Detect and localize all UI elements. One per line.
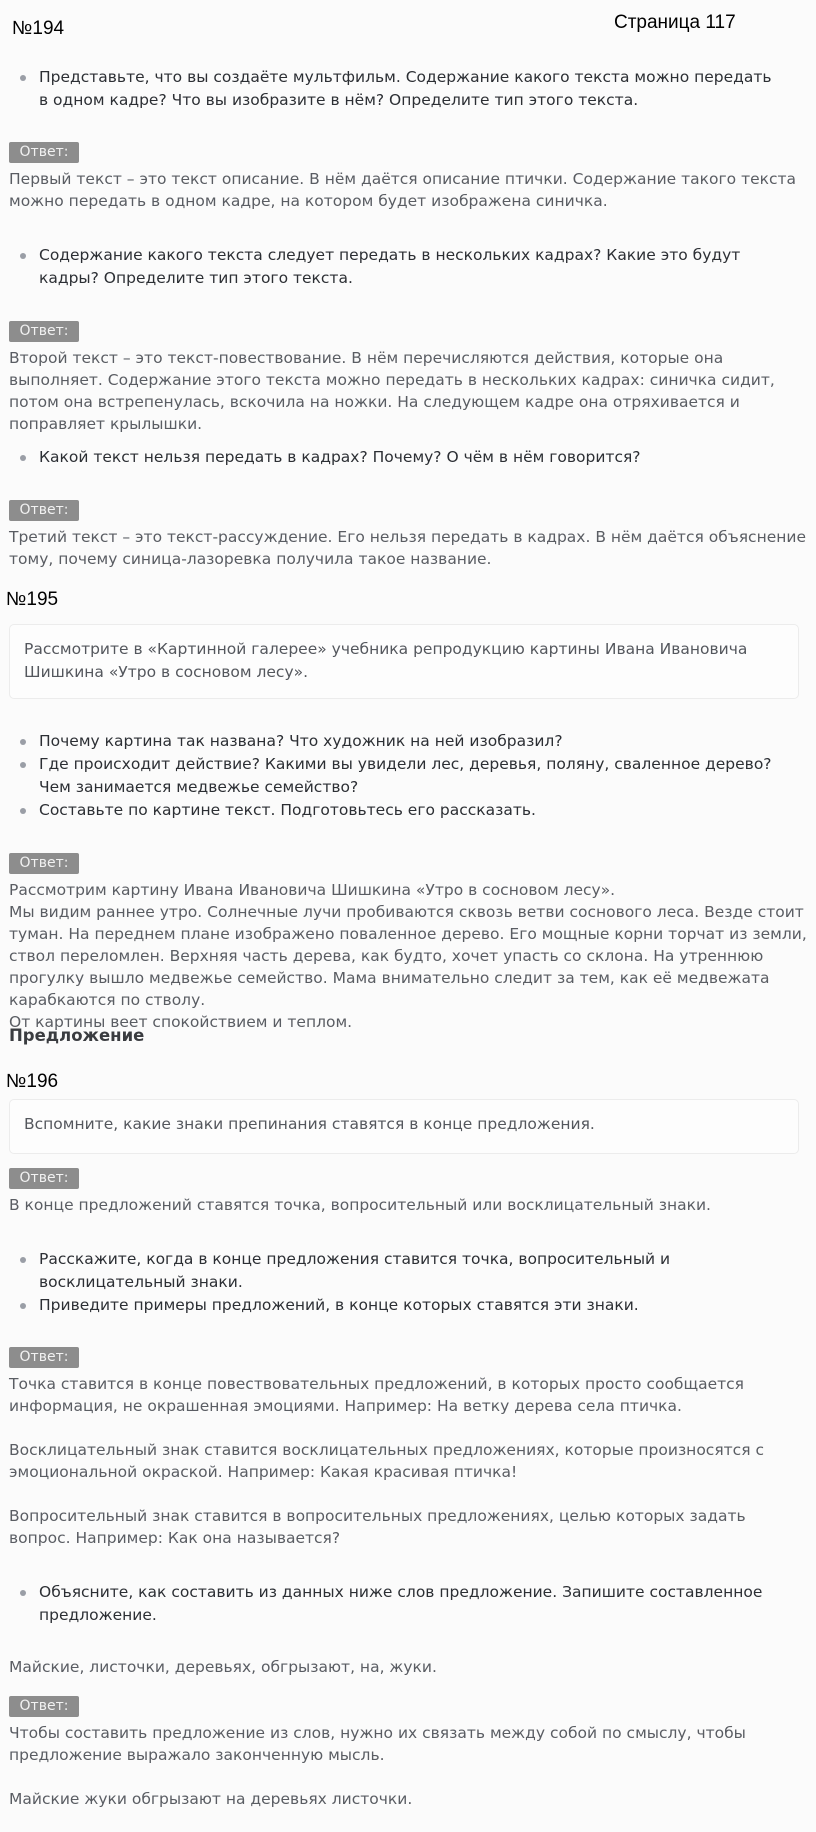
question-item: Почему картина так названа? Что художник на ней изобразил?: [9, 730, 779, 753]
question-list: [9, 66, 779, 112]
word-list: Майские, листочки, деревьях, обгрызают, на, жуки.: [9, 1658, 437, 1676]
answer-paragraph: Майские жуки обгрызают на деревьях листочки.: [9, 1790, 413, 1808]
exercise-number-194: №194: [12, 18, 65, 39]
exercise-number-196: №196: [6, 1071, 59, 1092]
answer-badge: Ответ:: [9, 1696, 79, 1717]
answer-paragraph: Второй текст – это текст-повествование. В нём перечисляются действия, которые она выполняет. Содержание этого текста можно передать в нескольких кадрах: синичка сидит, потом она встрепенулась, вскочила на ножки. На следующем кадре она отряхивается и поправляет крылышки.: [9, 349, 775, 433]
question-item: Какой текст нельзя передать в кадрах? Почему? О чём в нём говорится?: [9, 446, 779, 469]
answer-paragraph: Чтобы составить предложение из слов, нужно их связать между собой по смыслу, чтобы предложение выражало законченную мысль.: [9, 1724, 746, 1764]
page-label: Страница 117: [614, 12, 736, 33]
question-item: Приведите примеры предложений, в конце которых ставятся эти знаки.: [9, 1294, 779, 1317]
answer-text: [9, 1194, 809, 1216]
question-list: [9, 446, 779, 469]
answer-paragraph: Мы видим раннее утро. Солнечные лучи пробиваются сквозь ветви соснового леса. Везде стоит туман. На переднем плане изображено поваленное дерево. Его мощные корни торчат из земли, ствол переломлен. Верхняя часть дерева, как будто, хочет упасть со склона. На утреннюю прогулку вышло медвежье семейство. Мама внимательно следит за тем, как её медвежата карабкаются по стволу.: [9, 903, 807, 1009]
answer-badge: Ответ:: [9, 500, 79, 521]
answer-paragraph: Восклицательный знак ставится восклицательных предложениях, которые произносятся с эмоциональной окраской. Например: Какая красивая птичка!: [9, 1441, 764, 1481]
answer-paragraph: Рассмотрим картину Ивана Ивановича Шишкина «Утро в сосновом лесу».: [9, 881, 616, 899]
answer-paragraph: Первый текст – это текст описание. В нём даётся описание птички. Содержание такого текста можно передать в одном кадре, на котором будет изображена синичка.: [9, 170, 797, 210]
question-item: Объясните, как составить из данных ниже слов предложение. Запишите составленное предложение.: [9, 1581, 779, 1627]
answer-badge: Ответ:: [9, 321, 79, 342]
question-item: Где происходит действие? Какими вы увидели лес, деревья, поляну, сваленное дерево? Чем занимается медвежье семейство?: [9, 753, 779, 799]
exercise-number-195: №195: [6, 589, 59, 610]
question-item: Представьте, что вы создаёте мультфильм. Содержание какого текста можно передать в одном кадре? Что вы изобразите в нём? Определите тип этого текста.: [9, 66, 779, 112]
answer-paragraph: Вопросительный знак ставится в вопросительных предложениях, целью которых задать вопрос. Например: Как она называется?: [9, 1507, 746, 1547]
question-list: [9, 1248, 779, 1317]
answer-text: [9, 526, 809, 570]
answer-text: [9, 347, 809, 435]
answer-paragraph: Третий текст – это текст-рассуждение. Его нельзя передать в кадрах. В нём даётся объяснение тому, почему синица-лазоревка получила такое название.: [9, 528, 806, 568]
question-list: [9, 1581, 779, 1627]
answer-text: [9, 1373, 809, 1549]
question-item: Составьте по картине текст. Подготовьтесь его рассказать.: [9, 799, 779, 822]
answer-text: [9, 1722, 809, 1810]
answer-paragraph: От картины веет спокойствием и теплом.: [9, 1013, 353, 1031]
task-box: [9, 1099, 799, 1154]
answer-paragraph: Точка ставится в конце повествовательных предложений, в которых просто сообщается информация, не окрашенная эмоциями. Например: На ветку дерева села птичка.: [9, 1375, 745, 1415]
answer-text: [9, 168, 809, 212]
task-text: Вспомните, какие знаки препинания ставятся в конце предложения.: [24, 1115, 595, 1133]
question-item: Содержание какого текста следует передать в нескольких кадрах? Какие это будут кадры? Определите тип этого текста.: [9, 244, 779, 290]
task-text: Рассмотрите в «Картинной галерее» учебника репродукцию картины Ивана Ивановича Шишкина «Утро в сосновом лесу».: [24, 640, 748, 681]
question-list: [9, 244, 779, 290]
answer-text: [9, 879, 809, 1033]
answer-badge: Ответ:: [9, 1168, 79, 1189]
answer-badge: Ответ:: [9, 142, 79, 163]
question-item: Расскажите, когда в конце предложения ставится точка, вопросительный и восклицательный знаки.: [9, 1248, 779, 1294]
question-list: [9, 730, 779, 822]
section-heading: Предложение: [9, 1026, 145, 1045]
task-box: [9, 624, 799, 699]
answer-badge: Ответ:: [9, 853, 79, 874]
answer-badge: Ответ:: [9, 1347, 79, 1368]
answer-paragraph: В конце предложений ставятся точка, вопросительный или восклицательный знаки.: [9, 1196, 711, 1214]
